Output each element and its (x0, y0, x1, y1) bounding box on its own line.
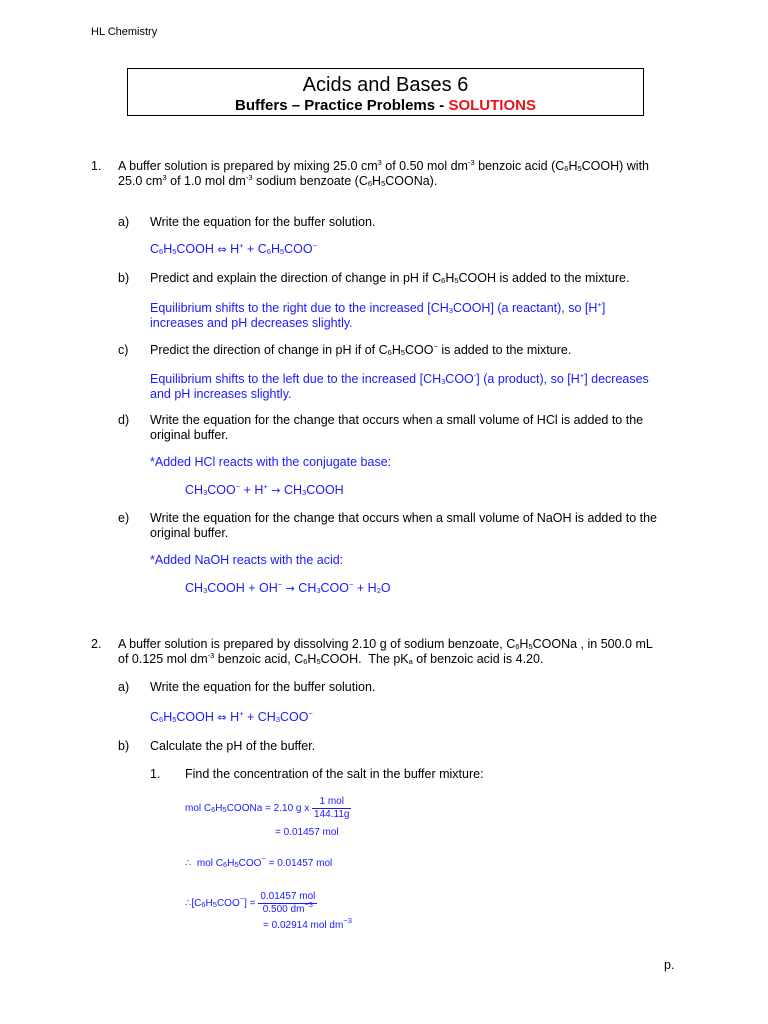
calc-fraction-2-bottom: 0.500 $dm^{-3}$ (262, 900, 313, 915)
q1e-answer: *Added NaOH reacts with the acid: (150, 553, 344, 567)
calc-result-1: = 0.01457 mol (275, 827, 339, 838)
calc-fraction-2 (258, 891, 317, 916)
q1d-equation: $CH_3COO^- + H^+$ → $CH_3COOH$ (185, 482, 344, 497)
calc-mass: = 2.10 g x (265, 803, 310, 815)
calc-moles-anion: ∴ mol $C_6H_5COO^- = 0.01457$ mol (185, 854, 333, 869)
q2a-question: Write the equation for the buffer solution. (150, 680, 376, 694)
course-header: HL Chemistry (91, 26, 158, 38)
title-box (127, 68, 644, 116)
question-2-number: 2. (91, 637, 102, 651)
calc-fraction-1-top: 1 mol (312, 796, 351, 809)
calc-result-3: = 0.02914 mol $dm^{-3}$ (263, 916, 352, 931)
q2b-step1-text: Find the concentration of the salt in the buffer mixture: (185, 767, 484, 781)
question-2-text: A buffer solution is prepared by dissolving 2.10 g of sodium benzoate, $C_6H_5COONa$ , in 500.0 mL of 0.125 mol $dm^{-3}$ benzoic acid, $C_6H_5COOH$. The $pK_a$ of benzoic acid is 4.20. (118, 637, 653, 666)
q2a-answer: $C_6H_5COOH$ ⇔ $H^+ + CH_3COO^-$ (150, 709, 313, 724)
calc-result-3-value: = 0.02914 mol dm (263, 920, 344, 931)
calc-fraction-1 (312, 796, 351, 821)
q1e-question (150, 511, 657, 541)
question-1-number: 1. (91, 159, 102, 173)
q1a-question: Write the equation for the buffer solution. (150, 215, 376, 229)
q2a-letter: a) (118, 680, 130, 694)
q1e-equation: $CH_3COOH + OH^- \to CH_3COO^- + H_2O$ (185, 580, 391, 595)
q1a-answer: $C_6H_5COOH$ ⇔ $H^+ + C_6H_5COO^-$ (150, 241, 318, 256)
calc-fraction-1-bottom: 144.11g (314, 809, 350, 820)
q1e-question-line2: original buffer. (150, 526, 229, 540)
q1e-question-line1: Write the equation for the change that occurs when a small volume of NaOH is added to the (150, 511, 657, 525)
calc-fraction-2-top: 0.01457 mol (260, 891, 316, 902)
calc-moles-salt: mol $C_6H_5COONa = 2.10$ g x $\frac{\text{1 mol}}{144.11g}$ (185, 796, 350, 820)
q1b-letter: b) (118, 271, 130, 285)
q1d-letter: d) (118, 413, 130, 427)
q1c-letter: c) (118, 343, 129, 357)
q1d-answer: *Added HCl reacts with the conjugate base: (150, 455, 392, 469)
q1d-question (150, 413, 643, 443)
q1d-question-line2: original buffer. (150, 428, 229, 442)
q2b-step1-number: 1. (150, 767, 161, 781)
q1b-answer: Equilibrium shifts to the right due to the increased $[CH_3COOH]$ (a reactant), so [H+] increases and pH decreases slightly. (150, 300, 606, 330)
q1a-letter: a) (118, 215, 130, 229)
q1d-question-line1: Write the equation for the change that occurs when a small volume of HCl is added to the (150, 413, 644, 427)
q2b-question: Calculate the pH of the buffer. (150, 739, 316, 753)
subtitle-text: Buffers – Practice Problems - (235, 97, 449, 114)
q1c-question: Predict the direction of change in pH if of $C_6H_5COO^-$ is added to the mixture. (150, 342, 572, 357)
page-subtitle (128, 97, 643, 115)
question-1-text: A buffer solution is prepared by mixing 25.0 $cm^3$ of 0.50 mol $dm^{-3}$ benzoic acid $(C_6H_5COOH)$ with 25.0 $cm^3$ of 1.0 mol $dm^{-3}$ sodium benzoate $(C_6H_5COONa)$. (118, 158, 650, 188)
solutions-label: SOLUTIONS (448, 97, 536, 114)
calc-result-2: = 0.01457 mol (268, 858, 333, 869)
q1c-answer: Equilibrium shifts to the left due to the increased $[CH_3COO^-]$ (a product), so [H+] decreases and pH increases slightly. (150, 371, 649, 401)
q1b-question: Predict and explain the direction of change in pH if $C_6H_5COOH$ is added to the mixture. (150, 271, 630, 285)
q2b-letter: b) (118, 739, 130, 753)
page-title: Acids and Bases 6 (302, 74, 469, 96)
calc-concentration: $\therefore[C_6H_5COO^-]$ = $\frac{\text{0.01457 mol}}{0.500 dm^{-3}}$ (185, 891, 316, 915)
page-footer: p. (664, 958, 675, 972)
q1e-letter: e) (118, 511, 130, 525)
